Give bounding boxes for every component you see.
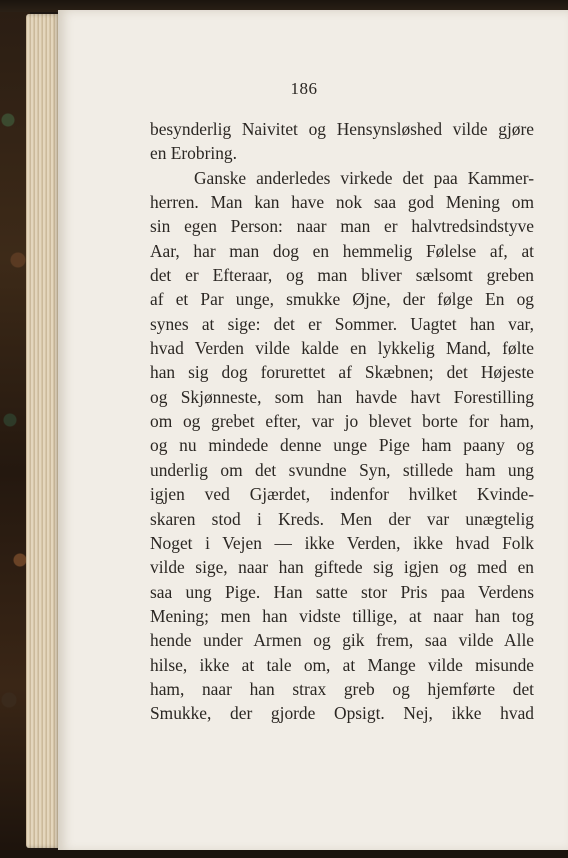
text-line: en Erobring.	[150, 143, 237, 164]
text-line: vilde sige, naar han giftede sig igjen og med en	[150, 557, 534, 578]
text-line: herren. Man kan have nok saa god Mening om	[150, 192, 534, 213]
text-line: synes at sige: det er Sommer. Uagtet han var,	[150, 313, 534, 334]
text-line: og nu mindede denne unge Pige ham paany og	[150, 435, 534, 456]
text-line: Mening; men han vidste tillige, at naar han tog	[150, 605, 534, 626]
body-text	[150, 117, 534, 726]
text-line: ham, naar han strax greb og hjemførte det	[150, 678, 534, 699]
text-line: Noget i Vejen — ikke Verden, ikke hvad Folk	[150, 532, 534, 553]
text-line: skaren stod i Kreds. Men der var unægtelig	[150, 508, 534, 529]
text-line: Aar, har man dog en hemmelig Følelse af, at	[150, 240, 534, 261]
page-number: 186	[290, 79, 318, 98]
text-line: hilse, ikke at tale om, at Mange vilde misunde	[150, 654, 534, 675]
text-line: igjen ved Gjærdet, indenfor hvilket Kvinde-	[150, 484, 534, 505]
text-line: af et Par unge, smukke Øjne, der følge En og	[150, 289, 534, 310]
text-line: Smukke, der gjorde Opsigt. Nej, ikke hvad	[150, 703, 534, 724]
page-edges	[26, 14, 60, 848]
text-line: hende under Armen og gik frem, saa vilde Alle	[150, 630, 534, 651]
text-line: og Skjønneste, som han havde havt Forestilling	[150, 386, 534, 407]
text-line: besynderlig Naivitet og Hensynsløshed vilde gjøre	[150, 119, 534, 139]
text-line: han sig dog forurettet af Skæbnen; det Højeste	[150, 362, 534, 383]
bottom-border	[0, 850, 568, 858]
text-line: Ganske anderledes virkede det paa Kammer-	[194, 167, 534, 188]
text-line: underlig om det svundne Syn, stillede ham ung	[150, 459, 534, 480]
text-line: hvad Verden vilde kalde en lykkelig Mand, følte	[150, 338, 534, 359]
text-line: det er Efteraar, og man bliver sælsomt greben	[150, 265, 534, 286]
text-line: sin egen Person: naar man er halvtredsindstyve	[150, 216, 534, 237]
text-line: saa ung Pige. Han satte stor Pris paa Verdens	[150, 581, 534, 602]
text-line: om og grebet efter, var jo blevet borte for ham,	[150, 411, 534, 432]
